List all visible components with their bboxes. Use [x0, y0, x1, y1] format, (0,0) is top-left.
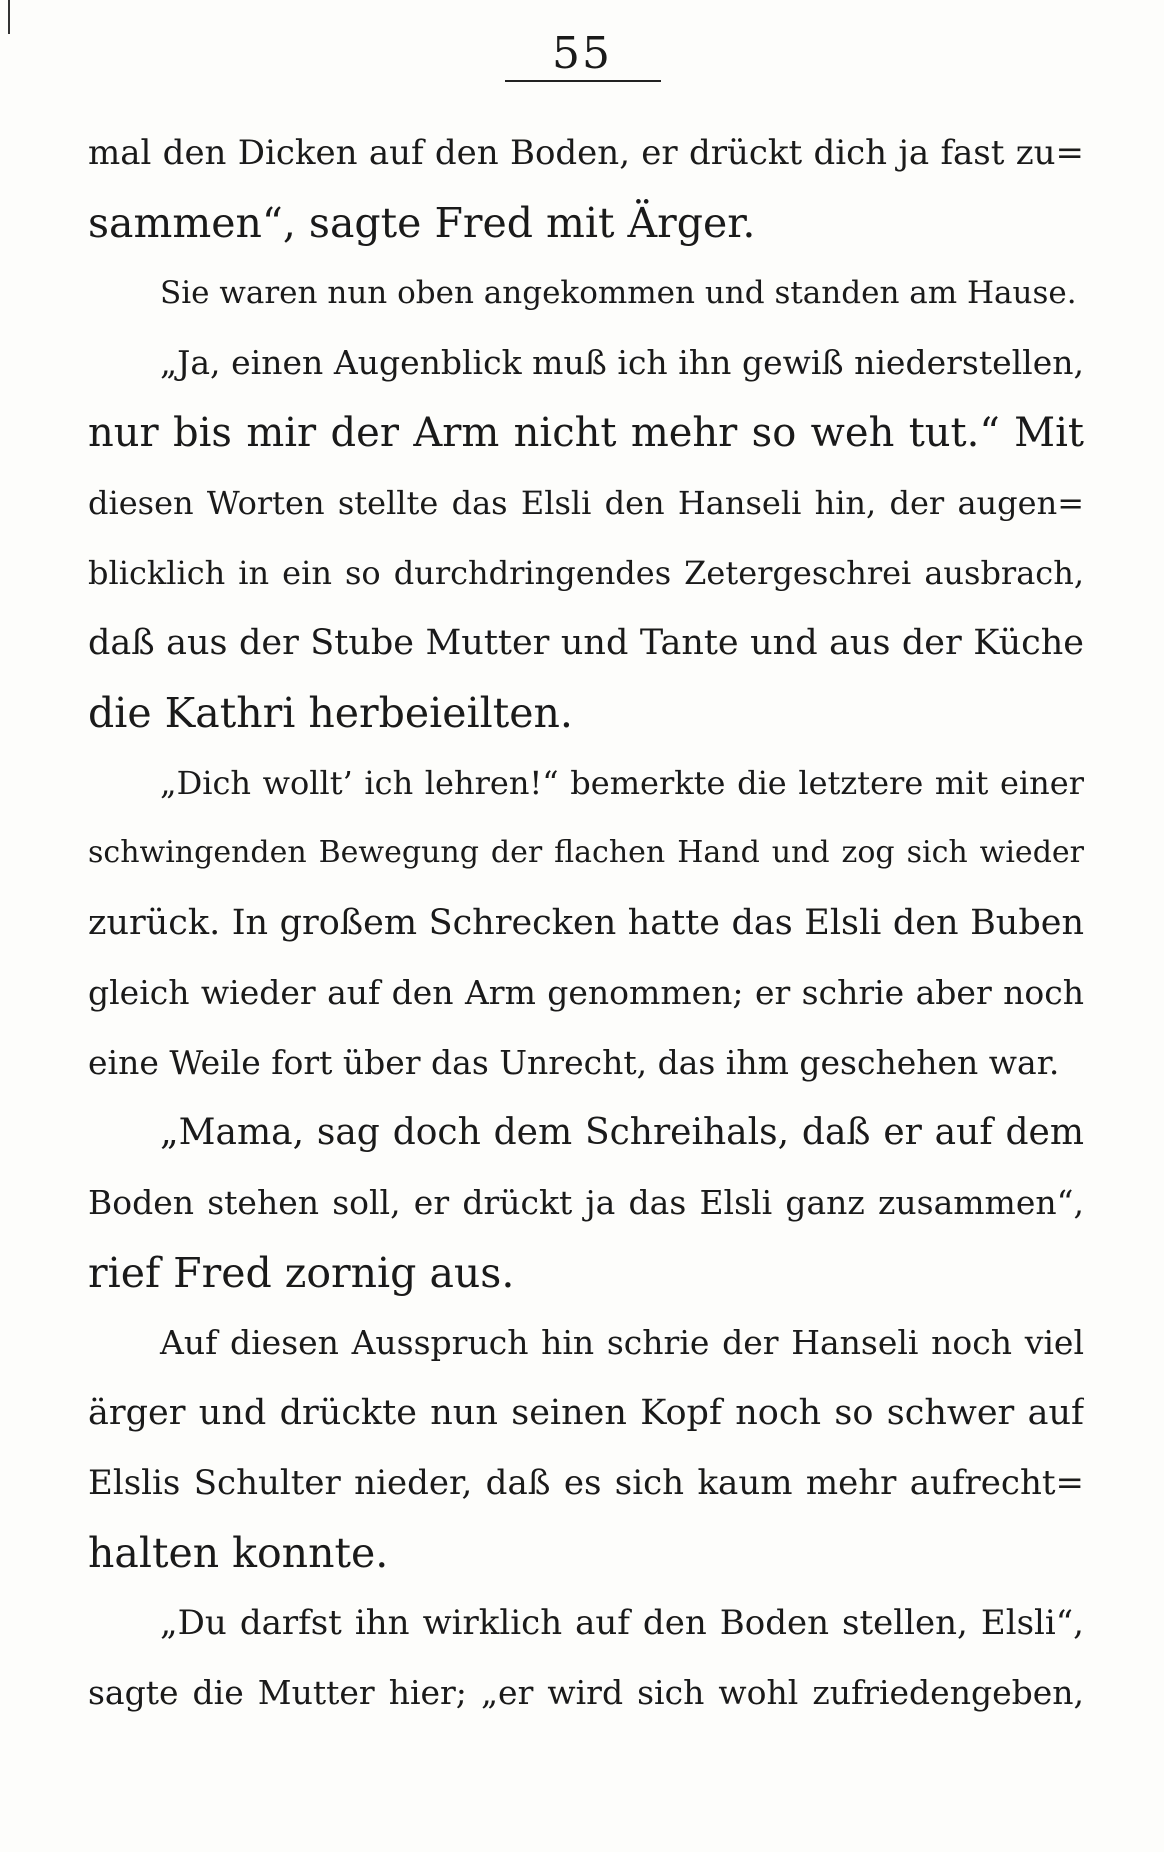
- text-line: ärger und drückte nun seinen Kopf noch so schwer auf: [88, 1393, 1084, 1433]
- text-line: eine Weile fort über das Unrecht, das ihm geschehen war.: [88, 1043, 1060, 1082]
- text-line: zurück. In großem Schrecken hatte das Elsli den Buben: [88, 903, 1084, 943]
- text-line: blicklich in ein so durchdringendes Zetergeschrei ausbrach,: [88, 554, 1084, 592]
- text-line: Elslis Schulter nieder, daß es sich kaum mehr aufrecht=: [88, 1463, 1084, 1503]
- text-line: schwingenden Bewegung der flachen Hand und zog sich wieder: [88, 835, 1084, 870]
- text-line: „Du darfst ihn wirklich auf den Boden stellen, Elsli“,: [160, 1603, 1084, 1643]
- text-line: „Dich wollt’ ich lehren!“ bemerkte die letztere mit einer: [160, 764, 1084, 802]
- text-line: halten konnte.: [88, 1529, 389, 1577]
- text-line: gleich wieder auf den Arm genommen; er schrie aber noch: [88, 973, 1084, 1012]
- text-line: nur bis mir der Arm nicht mehr so weh tut.“ Mit: [88, 410, 1084, 456]
- text-line: Boden stehen soll, er drückt ja das Elsli ganz zusammen“,: [88, 1183, 1084, 1222]
- text-line: daß aus der Stube Mutter und Tante und aus der Küche: [88, 623, 1084, 663]
- text-line: diesen Worten stellte das Elsli den Hanseli hin, der augen=: [88, 484, 1084, 522]
- text-line: rief Fred zornig aus.: [88, 1249, 515, 1297]
- text-line: Sie waren nun oben angekommen und standen am Hause.: [160, 275, 1077, 311]
- text-line: sagte die Mutter hier; „er wird sich wohl zufriedengeben,: [88, 1673, 1084, 1712]
- text-line: die Kathri herbeieilten.: [88, 689, 573, 737]
- text-line: mal den Dicken auf den Boden, er drückt dich ja fast zu=: [88, 133, 1084, 173]
- body-text: [88, 118, 1084, 1728]
- text-line: sammen“, sagte Fred mit Ärger.: [88, 199, 756, 247]
- page-number-rule: [505, 80, 661, 82]
- text-line: „Ja, einen Augenblick muß ich ihn gewiß niederstellen,: [160, 343, 1084, 382]
- text-line: Auf diesen Ausspruch hin schrie der Hanseli noch viel: [160, 1323, 1084, 1362]
- page-number: 55: [552, 28, 612, 79]
- text-line: „Mama, sag doch dem Schreihals, daß er auf dem: [160, 1112, 1084, 1153]
